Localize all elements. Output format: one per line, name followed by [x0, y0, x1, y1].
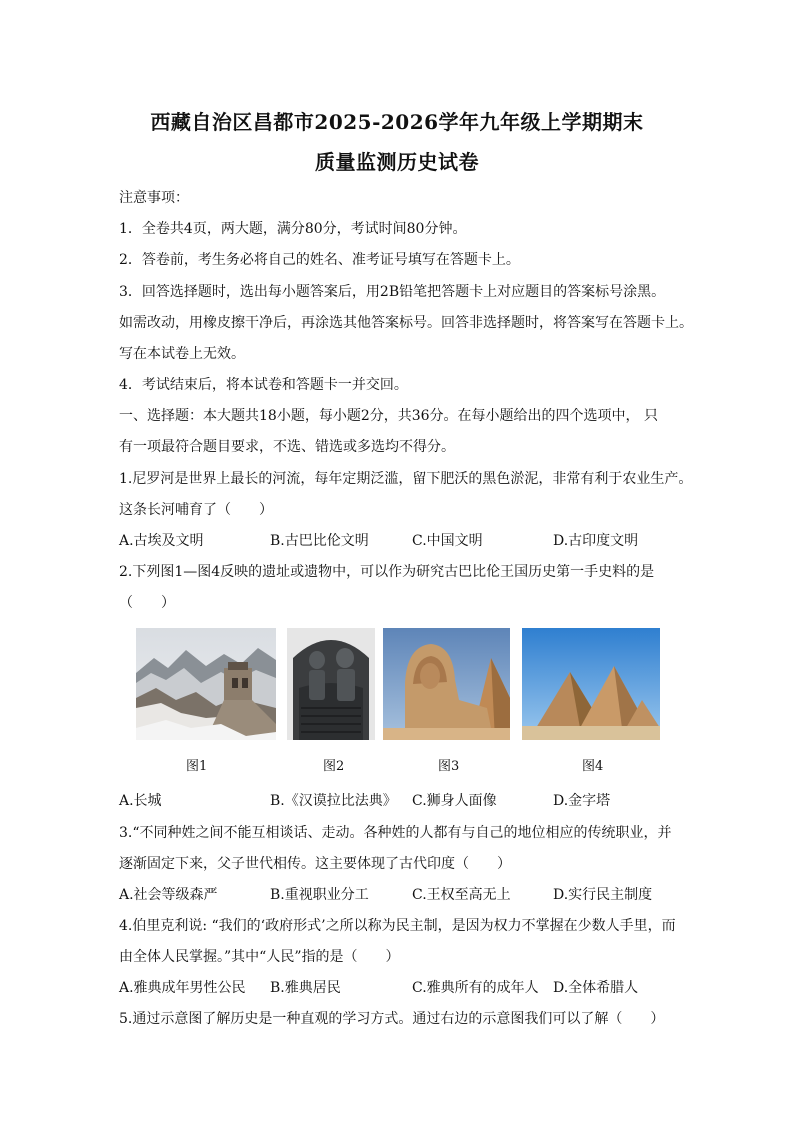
- q1-option-d: D.古印度文明: [553, 533, 639, 549]
- question-4-options: [119, 977, 719, 997]
- question-1-options: [119, 530, 719, 550]
- exam-title-line1: 西藏自治区昌都市2025-2026学年九年级上学期期末: [150, 110, 644, 134]
- figure-4-pyramids: [522, 628, 660, 740]
- q4-option-a: A.雅典成年男性公民: [119, 980, 246, 996]
- q4-option-d: D.全体希腊人: [553, 980, 639, 996]
- question-2-stem: 2.下列图1—图4反映的遗址或遗物中，可以作为研究古巴比伦王国历史第一手史料的是: [119, 564, 655, 580]
- note-3: 3．回答选择题时，选出每小题答案后，用2B铅笔把答题卡上对应题目的答案标号涂黑。: [119, 284, 666, 300]
- figure-3-caption: 图3: [438, 759, 460, 774]
- q3-option-c: C.王权至高无上: [412, 887, 511, 903]
- section-heading-cont: 有一项最符合题目要求，不选、错选或多选均不得分。: [119, 439, 455, 455]
- q1-option-a: A.古埃及文明: [119, 533, 204, 549]
- q3-option-b: B.重视职业分工: [270, 887, 369, 903]
- q3-option-d: D.实行民主制度: [553, 887, 653, 903]
- note-2: 2．答卷前，考生务必将自己的姓名、准考证号填写在答题卡上。: [119, 252, 520, 268]
- q1-option-b: B.古巴比伦文明: [270, 533, 369, 549]
- note-1: 1．全卷共4页，两大题，满分80分，考试时间80分钟。: [119, 221, 467, 237]
- question-3-stem: 3.“不同种姓之间不能互相谈话、走动。各种姓的人都有与自己的地位相应的传统职业，并: [119, 825, 672, 841]
- q2-option-b: B.《汉谟拉比法典》: [270, 793, 397, 809]
- question-2-options: [119, 790, 719, 810]
- section-heading: 一、选择题：本大题共18小题，每小题2分，共36分。在每小题给出的四个选项中， 只: [119, 408, 658, 424]
- question-4-stem-cont: 由全体人民掌握。”其中“人民”指的是（ ）: [119, 949, 400, 965]
- notes-heading: 注意事项：: [119, 190, 189, 206]
- figure-4-caption: 图4: [582, 759, 604, 774]
- q4-option-c: C.雅典所有的成年人: [412, 980, 539, 996]
- question-1-stem: 1.尼罗河是世界上最长的河流，每年定期泛滥，留下肥沃的黑色淤泥，非常有利于农业生产。: [119, 471, 693, 487]
- figure-3-sphinx: [383, 628, 510, 740]
- q1-option-c: C.中国文明: [412, 533, 483, 549]
- q4-option-b: B.雅典居民: [270, 980, 341, 996]
- figure-1-caption: 图1: [186, 759, 208, 774]
- question-1-stem-cont: 这条长河哺育了（ ）: [119, 502, 273, 518]
- question-2-stem-cont: （ ）: [119, 595, 175, 611]
- q2-option-c: C.狮身人面像: [412, 793, 497, 809]
- figure-2-hammurabi-stele: [287, 628, 375, 740]
- exam-title-line2: 质量监测历史试卷: [315, 150, 479, 174]
- note-3-cont: 如需改动，用橡皮擦干净后，再涂选其他答案标号。回答非选择题时，将答案写在答题卡上。: [119, 315, 693, 331]
- note-4: 4．考试结束后，将本试卷和答题卡一并交回。: [119, 377, 408, 393]
- q3-option-a: A.社会等级森严: [119, 887, 218, 903]
- question-4-stem: 4.伯里克利说: “我们的‘政府形式’之所以称为民主制，是因为权力不掌握在少数人手里，而: [119, 918, 676, 934]
- question-5-stem: 5.通过示意图了解历史是一种直观的学习方式。通过右边的示意图我们可以了解（ ）: [119, 1011, 665, 1027]
- q2-option-d: D.金字塔: [553, 793, 611, 809]
- question-3-stem-cont: 逐渐固定下来，父子世代相传。这主要体现了古代印度（ ）: [119, 856, 511, 872]
- figure-2-caption: 图2: [323, 759, 345, 774]
- figure-1-great-wall: [136, 628, 276, 740]
- q2-option-a: A.长城: [119, 793, 162, 809]
- question-3-options: [119, 884, 719, 904]
- note-3-end: 写在本试卷上无效。: [119, 346, 245, 362]
